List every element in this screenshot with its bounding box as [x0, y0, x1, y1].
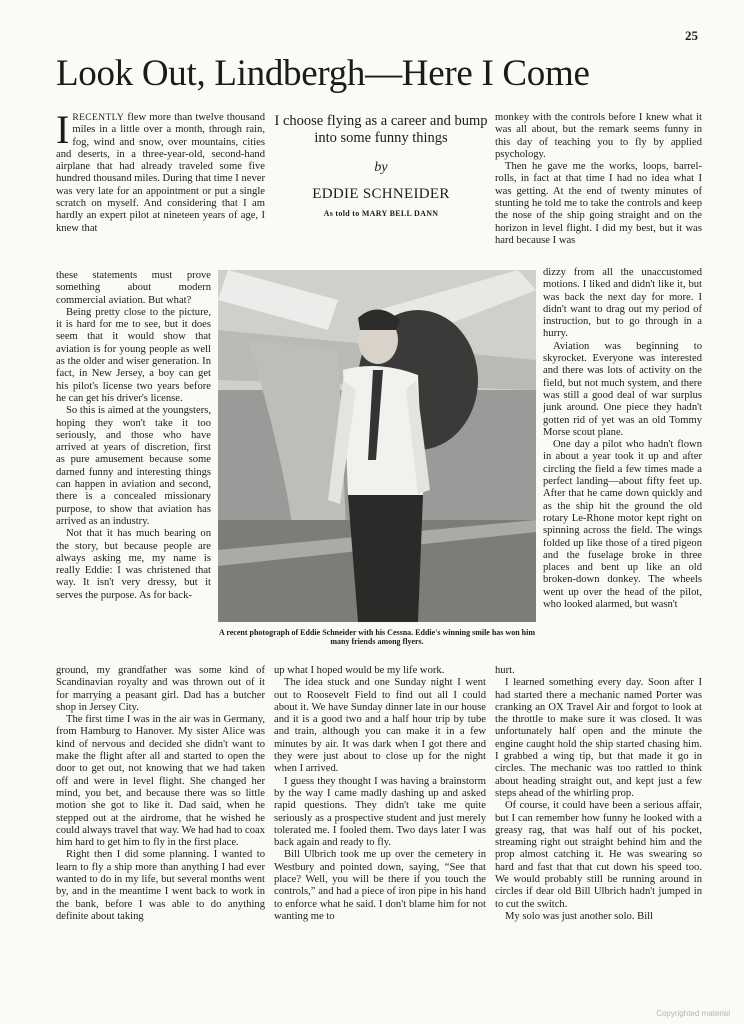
column-left-top	[56, 112, 265, 262]
byline-author: EDDIE SCHNEIDER	[312, 186, 450, 202]
paragraph: Then he gave me the works, loops, barrel-rolls, in fact at that time I had no idea what I was getting. At the end of twenty minutes of stunting he told me to take the controls and keep the nose of the ship going straight and on the horizon in level flight. I did my best, but it was hard because I was	[495, 161, 702, 246]
paragraph: monkey with the controls before I knew what it was all about, but the remark seems funny in this day of teaching you to fly by applied psychology.	[495, 112, 702, 160]
paragraph-text: flew more than twelve thousand miles in a little over a month, through rain, fog, wind and snow, over mountains, cities and deserts, in a three-year-old, second-hand airplane that had already traveled some five hundred thousand miles. During that time I never was very late for an appointment or put a single scratch on myself. And considering that I am hardly an expert pilot at nineteen years of age, I knew that	[56, 112, 265, 234]
column-right-top	[495, 112, 702, 267]
byline-as-told: As told to MARY BELL DANN	[323, 209, 439, 218]
photo-illustration	[218, 270, 536, 622]
paragraph: So this is aimed at the youngsters, hoping they won't take it too seriously, and those who have arrived at years of discretion, first as pure amusement because some darned funny and interesting things can happen in aviation and second, there is a concealed missionary purpose, to show that aviation has arrived as an industry.	[56, 405, 211, 527]
photo-caption: A recent photograph of Eddie Schneider with his Cessna. Eddie's winning smile has won him many friends among flyers.	[219, 628, 535, 646]
article-title: Look Out, Lindbergh—Here I Come	[56, 53, 590, 94]
column-left-bottom	[56, 665, 265, 965]
paragraph: I guess they thought I was having a brainstorm by the way I came madly dashing up and asked rapid questions. They didn't take me quite seriously as a prospective student and just merely tolerated me. I fooled them. Two days later I was back again and ready to fly.	[274, 775, 486, 849]
paragraph: Not that it has much bearing on the story, but because people are always asking me, my name is really Eddie: I was christened that way. It isn't very dressy, but it serves the purpose. As for back-	[56, 528, 211, 601]
article-subtitle: I choose flying as a career and bump into some funny things	[274, 113, 488, 146]
paragraph: Aviation was beginning to skyrocket. Everyone was interested and there was lots of activity on the field, but not much system, and there was still a good deal of war surplus junk around. One piece they hadn't gotten rid of yet was an old Tommy Morse scout plane.	[543, 340, 702, 438]
paragraph: Of course, it could have been a serious affair, but I can remember how funny he looked with a greasy rag, that was half out of his pocket, streaming right out straight behind him and the prop almost catching it. He was swearing so hard and fast that that cut down his speed too. We would probably still be running around in circles if dear old Bill Ulbrich hadn't jumped in to cut the switch.	[495, 800, 702, 910]
paragraph: One day a pilot who hadn't flown in about a year took it up and after circling the field a few times made a perfect landing—about fifty feet up. After that he came down quickly and as the ship hit the ground the old rotary Le-Rhone motor kept right on spinning across the field. The wings folded up like those of a tired pigeon and the fuselage broke in three places and bent up like an old broken-down donkey. The wheels went up over the head of the pilot, who looked alarmed, but wasn't	[543, 439, 702, 611]
paragraph: Being pretty close to the picture, it is hard for me to see, but it does seem that it would show that aviation is for young people as well as the older and wiser generation. In fact, in New Jersey, a boy can get his pilot's license two years before he can get his driver's license.	[56, 306, 211, 404]
column-middle-bottom	[274, 665, 486, 965]
lead-in: RECENTLY	[72, 113, 125, 123]
paragraph: The first time I was in the air was in Germany, from Hamburg to Hanover. My sister Alice was kind of nervous and decided she didn't want to make the flight after all and started to open the door to get out, not knowing that we had taken off and were in level flight. She changed her mind, you bet, and because there was so little motion she got to like it. Dad said, when he stepped out at the airdrome, that he wished he could always travel that way. We had had to coax him hard to get him to fly in the first place.	[56, 714, 265, 849]
paragraph	[56, 112, 265, 235]
copyright-watermark: Copyrighted material	[656, 1009, 730, 1018]
paragraph: I learned something every day. Soon after I had started there a mechanic named Porter was cranking an OX Travel Air and forgot to look at the throttle to make sure it was closed. It was unfortunately half open and the minute the engine caught hold the ship started chasing him. I grabbed a wing tip, but that made it go in circles. The mechanic was too rattled to think about heading straight out, and kept just a few steps ahead of the whirling prop.	[495, 677, 702, 799]
column-right-mid	[543, 267, 702, 665]
byline-by: by	[374, 160, 388, 175]
paragraph: Right then I did some planning. I wanted to learn to fly a ship more than anything I had ever wanted to do in my life, but several months went by, and in the meantime I went back to work in the bank, before I was able to do anything definite about taking	[56, 849, 265, 922]
paragraph: hurt.	[495, 665, 515, 676]
paragraph: Bill Ulbrich took me up over the cemetery in Westbury and pointed down, saying, “See that place? Well, you will be there if you touch the controls,” and had a piece of iron pipe in his hand to enforce what he said. I don't blame him for not wanting me to	[274, 849, 486, 922]
paragraph: dizzy from all the unaccustomed motions. I liked and didn't like it, but was back the next day for more. I didn't want to drag out my period of instruction, but to go through in a hurry.	[543, 267, 702, 340]
article-photo	[218, 270, 536, 622]
paragraph: ground, my grandfather was some kind of Scandinavian royalty and was thrown out of it for marrying a peasant girl. Dad has a butcher shop in Jersey City.	[56, 665, 265, 713]
column-right-bottom	[495, 665, 702, 965]
paragraph: up what I hoped would be my life work.	[274, 665, 445, 676]
column-left-mid	[56, 270, 211, 665]
page-number: 25	[685, 28, 698, 43]
paragraph: My solo was just another solo. Bill	[505, 910, 654, 922]
paragraph: The idea stuck and one Sunday night I went out to Roosevelt Field to find out all I could about it. We have Sunday dinner late in our house and it is a good two and a half hour trip by tube and train, although you can make it in a few minutes by air. It was dark when I got there and they were just about to close up for the night when I arrived.	[274, 677, 486, 775]
paragraph: these statements must prove something about modern commercial aviation. But what?	[56, 270, 211, 306]
drop-cap: I	[56, 112, 70, 152]
